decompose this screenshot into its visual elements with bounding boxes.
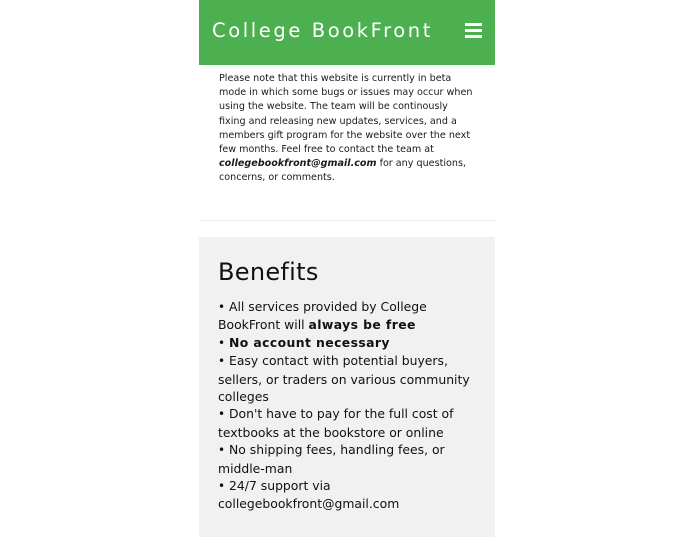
benefit-bold: No account necessary (229, 334, 390, 350)
list-item (218, 334, 476, 352)
list-item (218, 298, 476, 334)
list-item (218, 441, 476, 477)
notice-text: Please note that this website is currently in beta mode in which some bugs or issues may occur when using the website. The team will be continously fixing and releasing new updates, services, and a members gift program for the website over the next few months. Feel free to contact the team at (219, 73, 473, 156)
hamburger-menu-icon[interactable] (465, 23, 482, 39)
menu-bar (465, 29, 482, 32)
benefits-list (218, 298, 476, 513)
menu-bar (465, 23, 482, 26)
menu-bar (465, 35, 482, 38)
benefit-text: No shipping fees, handling fees, or middle-man (218, 442, 445, 476)
benefits-title: Benefits (218, 258, 319, 286)
benefit-bold: always be free (308, 317, 416, 333)
list-item (218, 405, 476, 441)
benefit-text: Easy contact with potential buyers, sellers, or traders on various community colleges (218, 353, 470, 405)
beta-notice (199, 65, 495, 220)
list-item (218, 352, 476, 405)
benefit-text: All services provided by College BookFront will (218, 299, 427, 333)
bullet-icon: • (218, 479, 226, 494)
bullet-icon: • (218, 300, 226, 314)
bullet-icon: • (218, 407, 226, 422)
site-brand[interactable]: College BookFront (212, 19, 434, 42)
benefit-text: 24/7 support via collegebookfront@gmail.com (218, 478, 400, 512)
notice-text-end: for any questions, concerns, or comments. (219, 158, 466, 184)
list-item (218, 477, 476, 513)
bullet-icon: • (218, 354, 226, 369)
page-container (199, 0, 495, 537)
benefits-section (199, 237, 495, 537)
bullet-icon: • (218, 335, 226, 350)
benefit-text: Don't have to pay for the full cost of textbooks at the bookstore or online (218, 406, 454, 440)
site-header (199, 0, 495, 65)
bullet-icon: • (218, 443, 226, 458)
section-divider (199, 220, 495, 221)
contact-email: collegebookfront@gmail.com (219, 158, 377, 170)
